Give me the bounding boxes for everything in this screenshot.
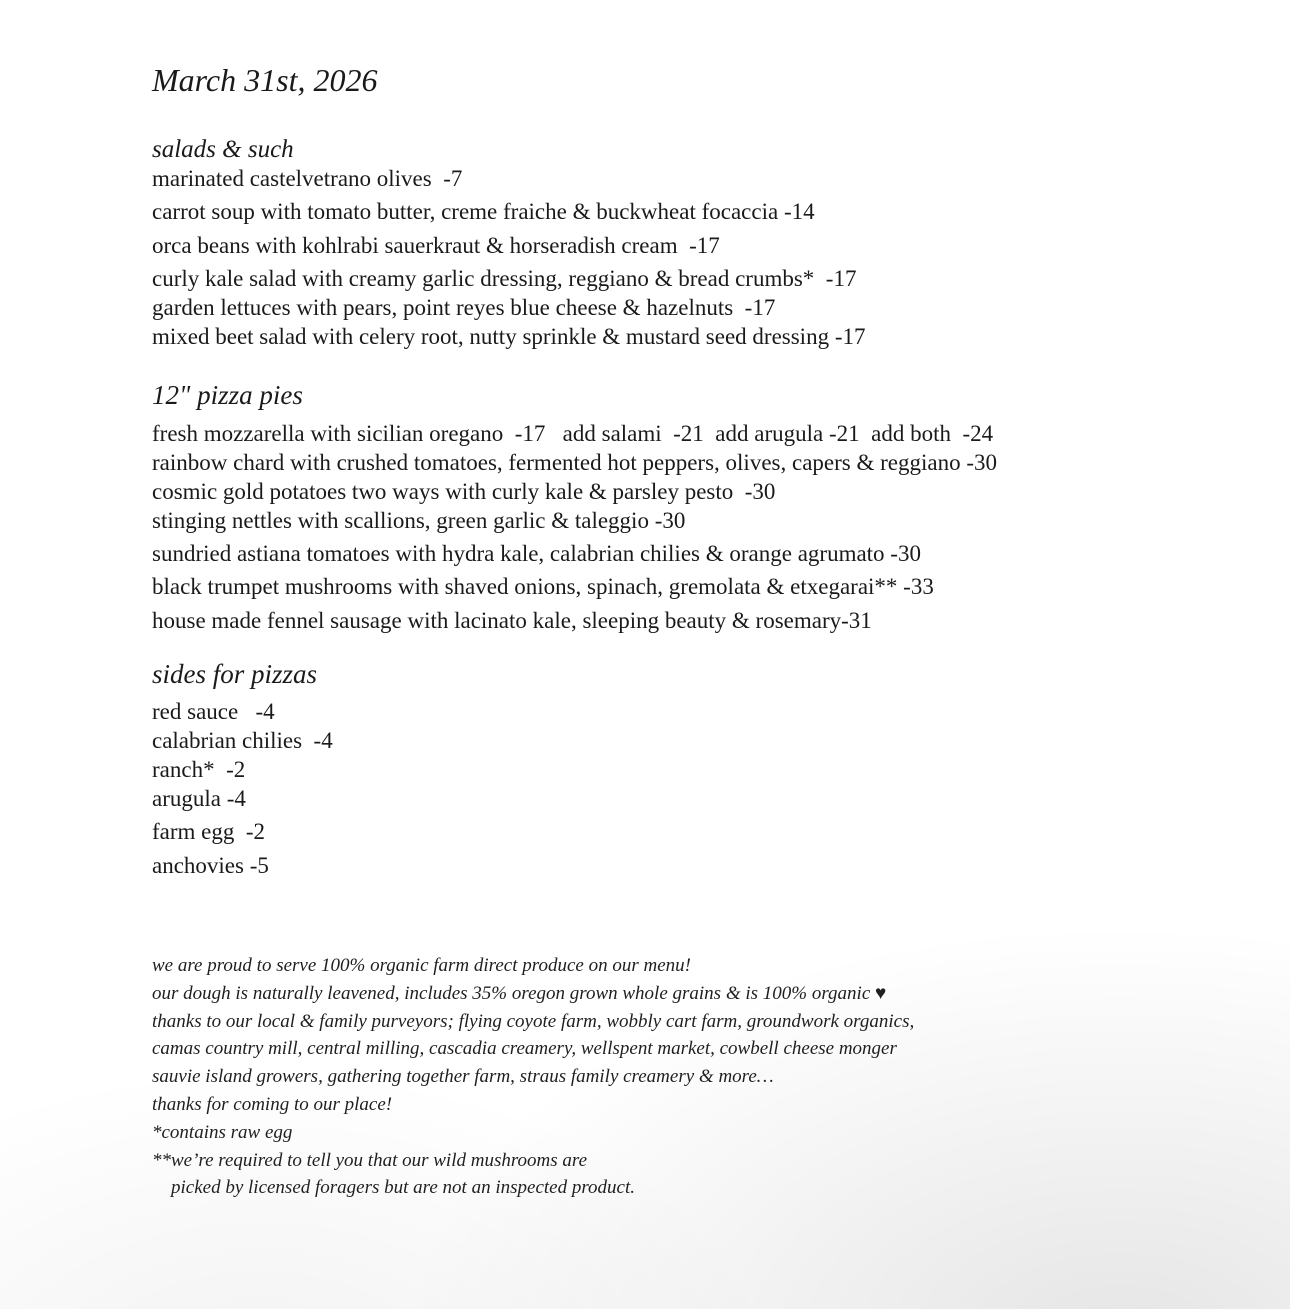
menu-item: ranch* -2 bbox=[152, 757, 246, 782]
menu-date: March 31st, 2026 bbox=[152, 62, 378, 98]
menu-item: rainbow chard with crushed tomatoes, fermented hot peppers, olives, capers & reggiano -30 bbox=[152, 450, 997, 475]
menu-item: marinated castelvetrano olives -7 bbox=[152, 166, 463, 191]
section-salads bbox=[152, 137, 1252, 348]
item-list bbox=[152, 167, 1252, 348]
footer-notes bbox=[152, 952, 1152, 1202]
section-heading: salads & such bbox=[152, 136, 294, 163]
footer-note: *contains raw egg bbox=[152, 1121, 293, 1143]
menu-item: sundried astiana tomatoes with hydra kale, calabrian chilies & orange agrumato -30 bbox=[152, 541, 921, 566]
footer-note: thanks to our local & family purveyors; flying coyote farm, wobbly cart farm, groundwork organics, bbox=[152, 1010, 915, 1032]
footer-note: thanks for coming to our place! bbox=[152, 1093, 393, 1115]
menu-item: fresh mozzarella with sicilian oregano -17 add salami -21 add arugula -21 add both -24 bbox=[152, 421, 994, 446]
footer-note: **we’re required to tell you that our wild mushrooms are bbox=[152, 1149, 588, 1171]
footer-note: picked by licensed foragers but are not an inspected product. bbox=[152, 1177, 635, 1199]
menu-item: carrot soup with tomato butter, creme fraiche & buckwheat focaccia -14 bbox=[152, 199, 815, 224]
footer-note: our dough is naturally leavened, includes 35% oregon grown whole grains & is 100% organic ♥ bbox=[152, 982, 887, 1004]
menu-item: curly kale salad with creamy garlic dressing, reggiano & bread crumbs* -17 bbox=[152, 266, 857, 291]
footer-note: sauvie island growers, gathering together farm, straus family creamery & more… bbox=[152, 1066, 774, 1088]
menu-item: anchovies -5 bbox=[152, 853, 269, 878]
section-heading: sides for pizzas bbox=[152, 659, 318, 689]
section-pizzas bbox=[152, 382, 1252, 632]
menu-item: stinging nettles with scallions, green garlic & taleggio -30 bbox=[152, 508, 686, 533]
footer-note: camas country mill, central milling, cascadia creamery, wellspent market, cowbell cheese monger bbox=[152, 1038, 897, 1060]
menu-item: orca beans with kohlrabi sauerkraut & horseradish cream -17 bbox=[152, 233, 720, 258]
section-sides bbox=[152, 661, 1252, 877]
footer-note: we are proud to serve 100% organic farm direct produce on our menu! bbox=[152, 955, 691, 976]
menu-item: garden lettuces with pears, point reyes blue cheese & hazelnuts -17 bbox=[152, 295, 776, 320]
menu-item: cosmic gold potatoes two ways with curly kale & parsley pesto -30 bbox=[152, 479, 776, 504]
menu-item: black trumpet mushrooms with shaved onions, spinach, gremolata & etxegarai** -33 bbox=[152, 574, 934, 599]
menu-item: mixed beet salad with celery root, nutty sprinkle & mustard seed dressing -17 bbox=[152, 324, 866, 349]
section-heading: 12" pizza pies bbox=[152, 380, 303, 410]
menu-item: calabrian chilies -4 bbox=[152, 728, 333, 753]
item-list bbox=[152, 422, 1252, 632]
menu-item: arugula -4 bbox=[152, 786, 246, 811]
menu-item: farm egg -2 bbox=[152, 819, 266, 844]
item-list bbox=[152, 700, 1252, 877]
menu-item: red sauce -4 bbox=[152, 699, 275, 724]
menu-item: house made fennel sausage with lacinato kale, sleeping beauty & rosemary-31 bbox=[152, 608, 872, 633]
